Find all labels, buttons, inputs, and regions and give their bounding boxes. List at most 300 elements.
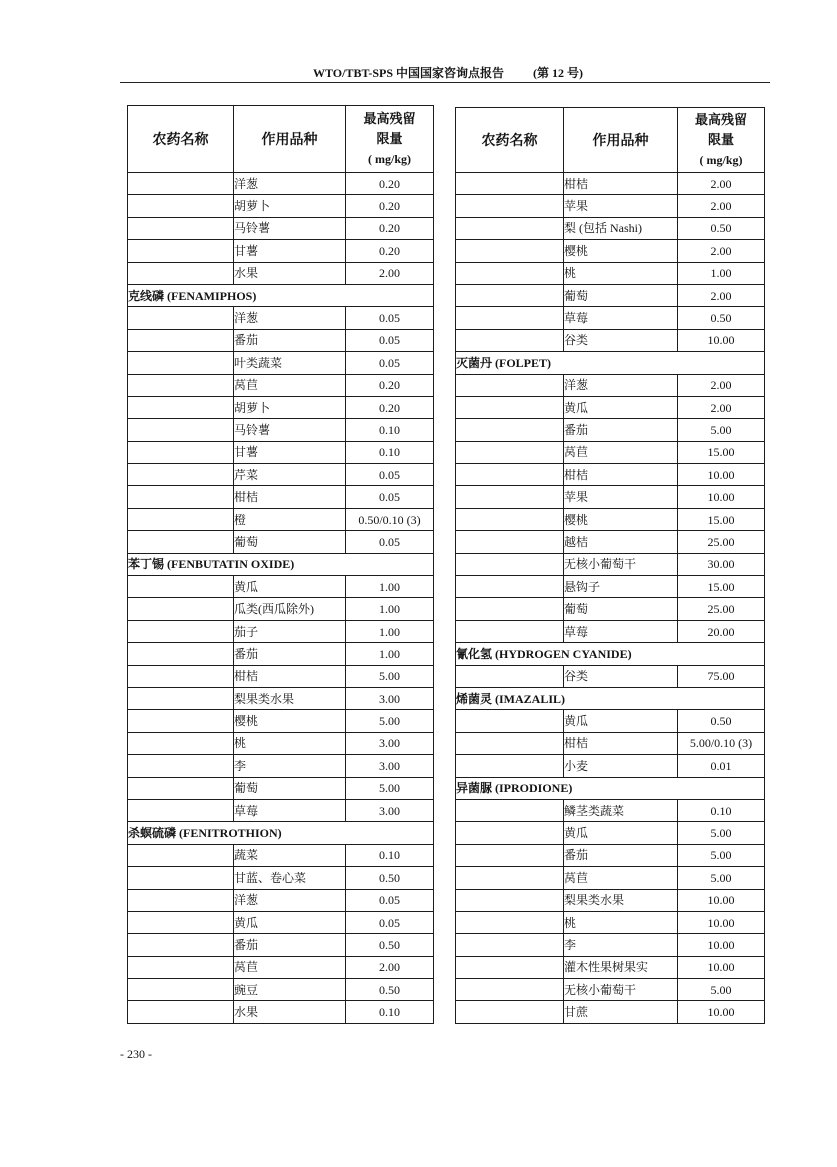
pesticide-group-row — [128, 553, 434, 575]
header-mrl-line2: 限量 — [376, 131, 403, 146]
header-mrl-line1: 最高残留 — [363, 111, 416, 126]
mrl-value-cell: 10.00 — [678, 329, 765, 351]
crop-cell: 梨果类水果 — [564, 889, 678, 911]
pesticide-cell — [128, 844, 234, 866]
mrl-value-cell: 0.20 — [346, 396, 434, 418]
pesticide-cell — [128, 979, 234, 1001]
report-title: WTO/TBT-SPS 中国国家咨询点报告 — [313, 66, 505, 80]
crop-cell: 莴苣 — [564, 441, 678, 463]
crop-cell: 莴苣 — [234, 956, 346, 978]
mrl-value-cell: 0.05 — [346, 329, 434, 351]
table-row — [456, 531, 765, 553]
header-pesticide-name: 农药名称 — [128, 106, 234, 173]
running-header — [120, 63, 770, 83]
mrl-value-cell: 0.20 — [346, 217, 434, 239]
table-row — [456, 979, 765, 1001]
crop-cell: 黄瓜 — [564, 396, 678, 418]
table-row — [456, 1001, 765, 1023]
table-row — [128, 911, 434, 933]
crop-cell: 柑桔 — [234, 665, 346, 687]
table-row — [456, 934, 765, 956]
table-row — [456, 195, 765, 217]
mrl-value-cell: 0.10 — [346, 419, 434, 441]
table-row — [128, 755, 434, 777]
crop-cell: 樱桃 — [564, 240, 678, 262]
header-pesticide-name: 农药名称 — [456, 108, 564, 173]
header-crop: 作用品种 — [564, 108, 678, 173]
crop-cell: 葡萄 — [234, 777, 346, 799]
pesticide-cell — [456, 329, 564, 351]
crop-cell: 桃 — [564, 262, 678, 284]
pesticide-cell — [128, 419, 234, 441]
header-mrl-unit: ( mg/kg) — [699, 153, 743, 167]
mrl-value-cell: 5.00 — [346, 777, 434, 799]
mrl-value-cell: 30.00 — [678, 553, 765, 575]
pesticide-cell — [128, 329, 234, 351]
crop-cell: 甘薯 — [234, 441, 346, 463]
pesticide-cell — [456, 486, 564, 508]
mrl-value-cell: 0.05 — [346, 486, 434, 508]
mrl-table-left — [127, 105, 434, 1024]
crop-cell: 苹果 — [564, 195, 678, 217]
mrl-value-cell: 10.00 — [678, 889, 765, 911]
table-row — [456, 755, 765, 777]
pesticide-cell — [456, 173, 564, 195]
mrl-value-cell: 0.50 — [346, 979, 434, 1001]
pesticide-cell — [456, 284, 564, 306]
pesticide-cell — [456, 441, 564, 463]
mrl-value-cell: 3.00 — [346, 799, 434, 821]
table-row — [128, 956, 434, 978]
pesticide-cell — [128, 732, 234, 754]
table-header — [128, 106, 434, 173]
mrl-value-cell: 5.00 — [678, 419, 765, 441]
crop-cell: 番茄 — [234, 329, 346, 351]
pesticide-name-cell: 苯丁锡 (FENBUTATIN OXIDE) — [128, 553, 434, 575]
table-body — [128, 173, 434, 1024]
mrl-value-cell: 2.00 — [678, 284, 765, 306]
crop-cell: 柑桔 — [564, 173, 678, 195]
pesticide-name-cell: 氰化氢 (HYDROGEN CYANIDE) — [456, 643, 765, 665]
crop-cell: 橙 — [234, 508, 346, 530]
table-row — [128, 508, 434, 530]
pesticide-cell — [128, 396, 234, 418]
crop-cell: 甘薯 — [234, 240, 346, 262]
mrl-value-cell: 2.00 — [678, 195, 765, 217]
pesticide-cell — [456, 822, 564, 844]
pesticide-cell — [456, 755, 564, 777]
table-row — [128, 531, 434, 553]
pesticide-name-cell: 灭菌丹 (FOLPET) — [456, 352, 765, 374]
crop-cell: 芹菜 — [234, 464, 346, 486]
table-row — [456, 508, 765, 530]
table-row — [128, 464, 434, 486]
crop-cell: 番茄 — [234, 934, 346, 956]
table-body — [456, 173, 765, 1024]
mrl-value-cell: 5.00 — [678, 867, 765, 889]
table-row — [128, 307, 434, 329]
table-row — [128, 710, 434, 732]
mrl-value-cell: 20.00 — [678, 620, 765, 642]
mrl-value-cell: 0.10 — [346, 1001, 434, 1023]
page-number: - 230 - — [120, 1047, 152, 1061]
table-row — [128, 419, 434, 441]
crop-cell: 洋葱 — [564, 374, 678, 396]
mrl-value-cell: 0.05 — [346, 889, 434, 911]
crop-cell: 豌豆 — [234, 979, 346, 1001]
crop-cell: 甘蓝、卷心菜 — [234, 867, 346, 889]
mrl-value-cell: 0.05 — [346, 307, 434, 329]
pesticide-cell — [128, 486, 234, 508]
table-row — [128, 329, 434, 351]
pesticide-cell — [128, 687, 234, 709]
pesticide-cell — [456, 665, 564, 687]
table-row — [128, 195, 434, 217]
table-row — [456, 956, 765, 978]
table-header — [456, 108, 765, 173]
pesticide-cell — [128, 665, 234, 687]
crop-cell: 鳞茎类蔬菜 — [564, 799, 678, 821]
table-row — [456, 173, 765, 195]
pesticide-cell — [456, 508, 564, 530]
table-row — [128, 844, 434, 866]
table-row — [456, 307, 765, 329]
table-row — [128, 867, 434, 889]
mrl-value-cell: 10.00 — [678, 486, 765, 508]
pesticide-cell — [128, 956, 234, 978]
mrl-value-cell: 0.10 — [346, 844, 434, 866]
mrl-value-cell: 0.01 — [678, 755, 765, 777]
mrl-value-cell: 0.05 — [346, 464, 434, 486]
crop-cell: 番茄 — [234, 643, 346, 665]
table-row — [128, 240, 434, 262]
table-row — [128, 486, 434, 508]
pesticide-group-row — [128, 284, 434, 306]
mrl-value-cell: 75.00 — [678, 665, 765, 687]
table-row — [128, 441, 434, 463]
mrl-value-cell: 0.05 — [346, 911, 434, 933]
pesticide-cell — [456, 262, 564, 284]
table-row — [456, 665, 765, 687]
table-row — [456, 576, 765, 598]
crop-cell: 葡萄 — [564, 598, 678, 620]
pesticide-group-row — [456, 643, 765, 665]
table-row — [456, 889, 765, 911]
mrl-value-cell: 1.00 — [346, 620, 434, 642]
table-row — [456, 620, 765, 642]
table-row — [456, 710, 765, 732]
pesticide-name-cell: 克线磷 (FENAMIPHOS) — [128, 284, 434, 306]
mrl-value-cell: 3.00 — [346, 687, 434, 709]
mrl-value-cell: 0.10 — [346, 441, 434, 463]
table-row — [128, 934, 434, 956]
pesticide-cell — [128, 777, 234, 799]
pesticide-group-row — [456, 352, 765, 374]
table-row — [128, 643, 434, 665]
table-header-row — [456, 108, 765, 173]
table-row — [456, 867, 765, 889]
crop-cell: 柑桔 — [564, 732, 678, 754]
crop-cell: 梨果类水果 — [234, 687, 346, 709]
crop-cell: 樱桃 — [234, 710, 346, 732]
pesticide-cell — [456, 464, 564, 486]
crop-cell: 草莓 — [564, 307, 678, 329]
table-row — [456, 732, 765, 754]
pesticide-cell — [128, 464, 234, 486]
mrl-value-cell: 10.00 — [678, 956, 765, 978]
crop-cell: 甘蔗 — [564, 1001, 678, 1023]
crop-cell: 马铃薯 — [234, 419, 346, 441]
pesticide-cell — [128, 262, 234, 284]
crop-cell: 灌木性果树果实 — [564, 956, 678, 978]
crop-cell: 洋葱 — [234, 889, 346, 911]
mrl-value-cell: 0.50 — [678, 710, 765, 732]
table-row — [456, 844, 765, 866]
crop-cell: 瓜类(西瓜除外) — [234, 598, 346, 620]
mrl-value-cell: 1.00 — [346, 643, 434, 665]
mrl-value-cell: 2.00 — [678, 173, 765, 195]
table-row — [456, 240, 765, 262]
mrl-value-cell: 1.00 — [346, 598, 434, 620]
crop-cell: 洋葱 — [234, 307, 346, 329]
mrl-value-cell: 15.00 — [678, 441, 765, 463]
pesticide-cell — [128, 1001, 234, 1023]
header-max-residue-limit — [678, 108, 765, 173]
mrl-value-cell: 0.05 — [346, 531, 434, 553]
crop-cell: 苹果 — [564, 486, 678, 508]
mrl-value-cell: 0.50 — [678, 217, 765, 239]
crop-cell: 小麦 — [564, 755, 678, 777]
table-row — [456, 553, 765, 575]
mrl-value-cell: 0.05 — [346, 352, 434, 374]
table-row — [456, 419, 765, 441]
pesticide-cell — [128, 441, 234, 463]
header-mrl-line2: 限量 — [707, 132, 734, 147]
crop-cell: 黄瓜 — [234, 911, 346, 933]
table-row — [128, 889, 434, 911]
crop-cell: 洋葱 — [234, 173, 346, 195]
table-row — [456, 799, 765, 821]
mrl-table-right — [455, 107, 765, 1024]
table-row — [128, 576, 434, 598]
table-row — [128, 687, 434, 709]
pesticide-cell — [128, 374, 234, 396]
pesticide-cell — [456, 307, 564, 329]
pesticide-cell — [128, 911, 234, 933]
pesticide-cell — [128, 598, 234, 620]
header-mrl-line1: 最高残留 — [694, 112, 747, 127]
issue-number: (第 12 号) — [533, 66, 583, 80]
table-header-row — [128, 106, 434, 173]
table-row — [456, 464, 765, 486]
pesticide-cell — [128, 934, 234, 956]
mrl-value-cell: 5.00 — [678, 979, 765, 1001]
pesticide-cell — [456, 934, 564, 956]
pesticide-cell — [128, 889, 234, 911]
crop-cell: 黄瓜 — [564, 710, 678, 732]
pesticide-cell — [128, 240, 234, 262]
crop-cell: 莴苣 — [564, 867, 678, 889]
pesticide-cell — [128, 352, 234, 374]
pesticide-cell — [456, 195, 564, 217]
table-row — [456, 329, 765, 351]
crop-cell: 草莓 — [564, 620, 678, 642]
crop-cell: 谷类 — [564, 665, 678, 687]
mrl-value-cell: 1.00 — [678, 262, 765, 284]
mrl-value-cell: 0.50 — [346, 934, 434, 956]
pesticide-cell — [456, 553, 564, 575]
pesticide-cell — [128, 576, 234, 598]
table-row — [128, 799, 434, 821]
crop-cell: 番茄 — [564, 844, 678, 866]
pesticide-cell — [128, 195, 234, 217]
mrl-value-cell: 2.00 — [346, 956, 434, 978]
table-row — [456, 217, 765, 239]
mrl-value-cell: 5.00 — [346, 710, 434, 732]
pesticide-cell — [128, 217, 234, 239]
mrl-value-cell: 10.00 — [678, 934, 765, 956]
crop-cell: 谷类 — [564, 329, 678, 351]
crop-cell: 茄子 — [234, 620, 346, 642]
crop-cell: 梨 (包括 Nashi) — [564, 217, 678, 239]
crop-cell: 樱桃 — [564, 508, 678, 530]
crop-cell: 越桔 — [564, 531, 678, 553]
pesticide-cell — [456, 620, 564, 642]
table-row — [456, 486, 765, 508]
table-row — [456, 374, 765, 396]
pesticide-cell — [456, 598, 564, 620]
table-row — [128, 396, 434, 418]
pesticide-cell — [128, 307, 234, 329]
pesticide-cell — [456, 732, 564, 754]
mrl-value-cell: 2.00 — [346, 262, 434, 284]
mrl-value-cell: 3.00 — [346, 732, 434, 754]
mrl-value-cell: 5.00 — [678, 822, 765, 844]
pesticide-cell — [128, 508, 234, 530]
pesticide-cell — [128, 755, 234, 777]
crop-cell: 李 — [234, 755, 346, 777]
pesticide-cell — [456, 531, 564, 553]
crop-cell: 马铃薯 — [234, 217, 346, 239]
pesticide-group-row — [456, 777, 765, 799]
pesticide-name-cell: 杀螟硫磷 (FENITROTHION) — [128, 822, 434, 844]
crop-cell: 柑桔 — [564, 464, 678, 486]
table-row — [128, 352, 434, 374]
mrl-value-cell: 5.00 — [346, 665, 434, 687]
mrl-value-cell: 3.00 — [346, 755, 434, 777]
crop-cell: 蔬菜 — [234, 844, 346, 866]
table-row — [128, 732, 434, 754]
pesticide-cell — [456, 576, 564, 598]
crop-cell: 胡萝卜 — [234, 396, 346, 418]
pesticide-cell — [128, 799, 234, 821]
pesticide-cell — [128, 643, 234, 665]
mrl-value-cell: 0.50/0.10 (3) — [346, 508, 434, 530]
mrl-value-cell: 15.00 — [678, 508, 765, 530]
pesticide-cell — [456, 710, 564, 732]
table-row — [128, 262, 434, 284]
crop-cell: 水果 — [234, 262, 346, 284]
pesticide-cell — [128, 710, 234, 732]
mrl-value-cell: 10.00 — [678, 911, 765, 933]
pesticide-cell — [456, 799, 564, 821]
mrl-value-cell: 2.00 — [678, 396, 765, 418]
pesticide-cell — [456, 867, 564, 889]
crop-cell: 葡萄 — [234, 531, 346, 553]
crop-cell: 悬钩子 — [564, 576, 678, 598]
table-row — [128, 173, 434, 195]
mrl-value-cell: 25.00 — [678, 598, 765, 620]
mrl-value-cell: 5.00 — [678, 844, 765, 866]
table-row — [456, 396, 765, 418]
table-row — [456, 284, 765, 306]
table-row — [456, 598, 765, 620]
crop-cell: 黄瓜 — [234, 576, 346, 598]
pesticide-cell — [456, 396, 564, 418]
mrl-value-cell: 10.00 — [678, 464, 765, 486]
header-max-residue-limit — [346, 106, 434, 173]
mrl-value-cell: 15.00 — [678, 576, 765, 598]
table-row — [456, 911, 765, 933]
mrl-value-cell: 0.20 — [346, 195, 434, 217]
crop-cell: 葡萄 — [564, 284, 678, 306]
pesticide-cell — [128, 867, 234, 889]
pesticide-cell — [456, 979, 564, 1001]
mrl-value-cell: 25.00 — [678, 531, 765, 553]
pesticide-cell — [456, 911, 564, 933]
crop-cell: 桃 — [234, 732, 346, 754]
table-row — [456, 262, 765, 284]
crop-cell: 水果 — [234, 1001, 346, 1023]
table-row — [128, 620, 434, 642]
mrl-value-cell: 0.20 — [346, 173, 434, 195]
pesticide-group-row — [128, 822, 434, 844]
mrl-value-cell: 10.00 — [678, 1001, 765, 1023]
pesticide-cell — [128, 531, 234, 553]
pesticide-cell — [456, 1001, 564, 1023]
header-mrl-unit: ( mg/kg) — [368, 152, 411, 166]
crop-cell: 番茄 — [564, 419, 678, 441]
crop-cell: 柑桔 — [234, 486, 346, 508]
table-row — [128, 598, 434, 620]
pesticide-cell — [456, 844, 564, 866]
table-row — [128, 665, 434, 687]
crop-cell: 叶类蔬菜 — [234, 352, 346, 374]
crop-cell: 无核小葡萄干 — [564, 553, 678, 575]
pesticide-group-row — [456, 687, 765, 709]
pesticide-cell — [128, 620, 234, 642]
mrl-value-cell: 0.10 — [678, 799, 765, 821]
crop-cell: 李 — [564, 934, 678, 956]
mrl-value-cell: 0.20 — [346, 374, 434, 396]
mrl-value-cell: 0.50 — [346, 867, 434, 889]
pesticide-name-cell: 烯菌灵 (IMAZALIL) — [456, 687, 765, 709]
pesticide-cell — [456, 217, 564, 239]
mrl-value-cell: 2.00 — [678, 374, 765, 396]
pesticide-cell — [456, 956, 564, 978]
pesticide-name-cell: 异菌脲 (IPRODIONE) — [456, 777, 765, 799]
crop-cell: 莴苣 — [234, 374, 346, 396]
mrl-value-cell: 0.20 — [346, 240, 434, 262]
table-row — [128, 217, 434, 239]
crop-cell: 草莓 — [234, 799, 346, 821]
crop-cell: 无核小葡萄干 — [564, 979, 678, 1001]
table-row — [128, 979, 434, 1001]
pesticide-cell — [456, 889, 564, 911]
header-crop: 作用品种 — [234, 106, 346, 173]
pesticide-cell — [128, 173, 234, 195]
mrl-value-cell: 2.00 — [678, 240, 765, 262]
